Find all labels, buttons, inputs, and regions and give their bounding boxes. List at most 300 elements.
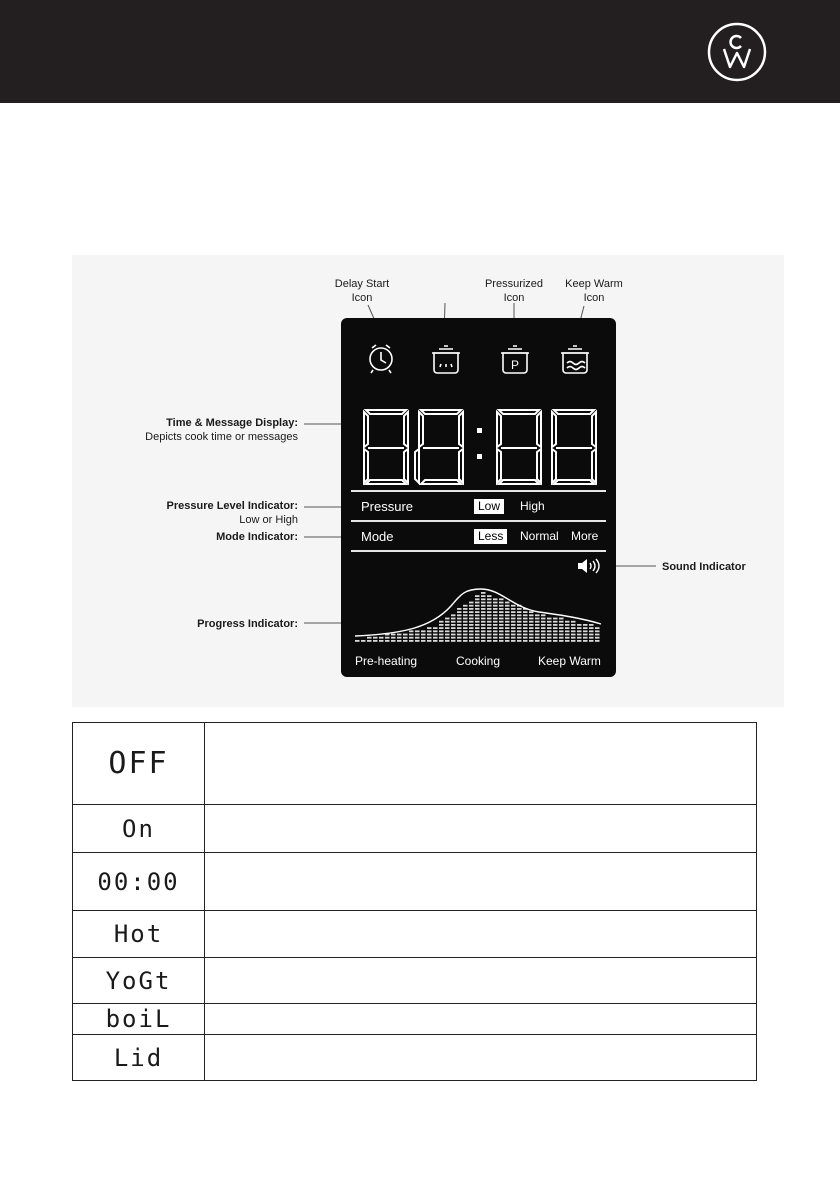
progress-bar-segment: [493, 637, 498, 639]
stage-preheating: Pre-heating: [355, 654, 418, 668]
progress-bar-segment: [475, 637, 480, 639]
message-description-cell: [205, 723, 757, 805]
progress-bar-segment: [481, 621, 486, 623]
progress-bar-segment: [475, 630, 480, 632]
progress-bar-segment: [595, 627, 600, 629]
progress-bar-segment: [589, 630, 594, 632]
progress-bar-segment: [553, 624, 558, 626]
progress-bar-segment: [493, 598, 498, 600]
progress-bar-segment: [421, 634, 426, 636]
progress-bar-segment: [517, 634, 522, 636]
progress-bar-segment: [511, 621, 516, 623]
progress-bar-segment: [523, 627, 528, 629]
progress-bar-segment: [469, 611, 474, 613]
progress-bar-segment: [433, 634, 438, 636]
progress-bar-segment: [475, 598, 480, 600]
progress-bar-segment: [511, 627, 516, 629]
progress-callout-title: Progress Indicator:: [197, 618, 298, 630]
progress-bar-segment: [583, 630, 588, 632]
progress-bar-segment: [445, 621, 450, 623]
progress-bar-segment: [463, 634, 468, 636]
progress-bar-segment: [481, 634, 486, 636]
progress-bar-segment: [421, 630, 426, 632]
progress-bar-segment: [559, 637, 564, 639]
progress-bar-segment: [535, 624, 540, 626]
progress-bar-segment: [571, 621, 576, 623]
pressurized-callout: Pressurized Icon: [484, 278, 544, 304]
progress-bar-segment: [427, 630, 432, 632]
progress-bar-segment: [451, 640, 456, 642]
pot-icon: [432, 346, 460, 373]
progress-bar-segment: [475, 602, 480, 604]
table-row: [73, 911, 757, 958]
progress-bar-segment: [469, 640, 474, 642]
progress-bar-segment: [523, 640, 528, 642]
progress-bar-segment: [427, 627, 432, 629]
message-code: YoGt: [105, 966, 172, 995]
progress-bar-segment: [511, 618, 516, 620]
progress-bar-segment: [499, 624, 504, 626]
progress-bar-segment: [469, 602, 474, 604]
progress-bar-segment: [481, 602, 486, 604]
progress-bar-segment: [535, 627, 540, 629]
progress-bar-segment: [529, 627, 534, 629]
progress-bar-segment: [493, 621, 498, 623]
progress-bar-segment: [487, 614, 492, 616]
progress-bar-segment: [511, 640, 516, 642]
message-description-cell: [205, 1004, 757, 1035]
progress-bar-segment: [373, 640, 378, 642]
progress-bar-segment: [505, 611, 510, 613]
progress-bar-segment: [421, 637, 426, 639]
progress-bar-segment: [565, 621, 570, 623]
progress-bar-segment: [499, 621, 504, 623]
progress-bar-segment: [541, 621, 546, 623]
progress-bar-segment: [505, 602, 510, 604]
progress-bar-segment: [415, 634, 420, 636]
progress-bar-segment: [487, 634, 492, 636]
progress-bar-segment: [403, 637, 408, 639]
progress-bar-segment: [475, 634, 480, 636]
mode-callout-title: Mode Indicator:: [216, 531, 298, 543]
progress-bar-segment: [463, 624, 468, 626]
progress-bar-segment: [481, 630, 486, 632]
progress-bar-segment: [565, 627, 570, 629]
message-description-cell: [205, 958, 757, 1004]
progress-bar-segment: [553, 637, 558, 639]
progress-bar-segment: [397, 637, 402, 639]
progress-bar-segment: [445, 630, 450, 632]
progress-bar-segment: [475, 605, 480, 607]
progress-bar-segment: [469, 624, 474, 626]
progress-bar-segment: [577, 634, 582, 636]
progress-bar-segment: [511, 624, 516, 626]
progress-bar-segment: [439, 634, 444, 636]
progress-bar-segment: [517, 630, 522, 632]
message-code-cell: [73, 853, 205, 911]
progress-bar-segment: [457, 624, 462, 626]
progress-bar-segment: [523, 624, 528, 626]
progress-bar-segment: [499, 640, 504, 642]
message-description-cell: [205, 853, 757, 911]
progress-bar-segment: [487, 608, 492, 610]
progress-bar-segment: [469, 630, 474, 632]
progress-bar-segment: [493, 640, 498, 642]
progress-bar-segment: [565, 640, 570, 642]
progress-bar-segment: [463, 637, 468, 639]
progress-bar-segment: [457, 608, 462, 610]
progress-bar-segment: [535, 634, 540, 636]
message-code: 00:00: [97, 867, 180, 896]
progress-bar-segment: [427, 640, 432, 642]
progress-bar-segment: [469, 637, 474, 639]
progress-bar-segment: [499, 608, 504, 610]
progress-bar-segment: [493, 618, 498, 620]
progress-bar-segment: [565, 637, 570, 639]
progress-bar-segment: [547, 621, 552, 623]
panel-graphics: [341, 318, 616, 677]
progress-bar-segment: [439, 640, 444, 642]
progress-bar-segment: [499, 634, 504, 636]
message-description-cell: [205, 911, 757, 958]
progress-bar-segment: [565, 630, 570, 632]
progress-bar-segment: [595, 637, 600, 639]
clock-icon: [370, 345, 392, 373]
progress-bar-segment: [499, 614, 504, 616]
mode-normal-indicator: Normal: [520, 529, 559, 543]
divider-1: [351, 490, 606, 492]
progress-bar-segment: [481, 592, 486, 594]
progress-bar-segment: [487, 602, 492, 604]
progress-bar-segment: [409, 630, 414, 632]
progress-bar-segment: [529, 637, 534, 639]
message-code: On: [122, 814, 155, 843]
progress-bar-segment: [505, 621, 510, 623]
time-display-callout-title: Time & Message Display:: [166, 417, 298, 429]
progress-bar-segment: [541, 634, 546, 636]
progress-bar-segment: [481, 608, 486, 610]
progress-bar-segment: [499, 630, 504, 632]
progress-bar-segment: [571, 640, 576, 642]
pressurized-letter: P: [510, 358, 520, 372]
progress-bar-segment: [517, 621, 522, 623]
table-row: [73, 723, 757, 805]
progress-bar-segment: [475, 640, 480, 642]
progress-bar-segment: [589, 624, 594, 626]
progress-bar-segment: [583, 634, 588, 636]
progress-bar-segment: [547, 637, 552, 639]
progress-bar-segment: [439, 624, 444, 626]
progress-bar-segment: [361, 640, 366, 642]
progress-bar-segment: [481, 624, 486, 626]
progress-bar-segment: [541, 618, 546, 620]
progress-bar-segment: [559, 627, 564, 629]
divider-3: [351, 550, 606, 552]
progress-bar-segment: [463, 630, 468, 632]
progress-bar-segment: [499, 598, 504, 600]
progress-bar-segment: [355, 640, 360, 642]
progress-bar-segment: [499, 637, 504, 639]
pressure-high-indicator: High: [520, 499, 545, 513]
message-code-cell: [73, 911, 205, 958]
progress-bar-segment: [439, 627, 444, 629]
progress-bar-segment: [451, 618, 456, 620]
message-code: Hot: [113, 920, 164, 948]
progress-bar-segment: [499, 605, 504, 607]
progress-bar-segment: [541, 630, 546, 632]
progress-bar-segment: [451, 627, 456, 629]
progress-bar-segment: [451, 634, 456, 636]
progress-bar-segment: [493, 605, 498, 607]
progress-bar-segment: [523, 618, 528, 620]
progress-bar-segment: [487, 627, 492, 629]
table-row: [73, 805, 757, 853]
progress-bar-segment: [385, 640, 390, 642]
pressure-level-callout-sub: Low or High: [239, 514, 298, 526]
progress-bar-segment: [517, 640, 522, 642]
progress-bar-segment: [487, 624, 492, 626]
progress-bar-segment: [415, 637, 420, 639]
progress-bar-segment: [577, 640, 582, 642]
progress-bar-segment: [583, 624, 588, 626]
progress-bar-segment: [457, 621, 462, 623]
progress-bar-segment: [571, 624, 576, 626]
progress-bar-segment: [445, 618, 450, 620]
progress-bar-segment: [559, 621, 564, 623]
progress-bar-segment: [541, 640, 546, 642]
progress-bar-segment: [451, 637, 456, 639]
progress-bar-segment: [505, 640, 510, 642]
progress-bar-segment: [535, 640, 540, 642]
progress-bar-segment: [535, 618, 540, 620]
progress-bar-segment: [451, 624, 456, 626]
progress-bar-segment: [493, 611, 498, 613]
mode-more-indicator: More: [571, 529, 599, 543]
progress-bar-segment: [481, 614, 486, 616]
progress-bar-segment: [475, 611, 480, 613]
progress-bar-segment: [523, 614, 528, 616]
progress-bar-segment: [433, 630, 438, 632]
progress-bar-segment: [445, 637, 450, 639]
message-code-cell: [73, 1035, 205, 1081]
progress-bar-segment: [499, 602, 504, 604]
progress-bar-segment: [469, 618, 474, 620]
progress-bar-segment: [583, 640, 588, 642]
display-panel: [341, 318, 616, 677]
progress-bar-segment: [595, 634, 600, 636]
progress-bar-segment: [511, 634, 516, 636]
progress-bar-segment: [517, 611, 522, 613]
progress-bar-segment: [463, 608, 468, 610]
progress-bar-segment: [493, 634, 498, 636]
progress-bar-segment: [547, 618, 552, 620]
progress-bar-segment: [457, 637, 462, 639]
progress-bar-segment: [535, 614, 540, 616]
progress-bar-segment: [499, 611, 504, 613]
progress-bar-segment: [475, 614, 480, 616]
progress-bar-segment: [493, 602, 498, 604]
progress-bar-segment: [553, 640, 558, 642]
message-code: OFF: [108, 746, 169, 781]
progress-bar-segment: [427, 634, 432, 636]
progress-bar-segment: [409, 640, 414, 642]
progress-bar-segment: [397, 634, 402, 636]
progress-bar-segment: [571, 627, 576, 629]
progress-bar-segment: [469, 627, 474, 629]
progress-bar-segment: [553, 618, 558, 620]
progress-bar-segment: [481, 627, 486, 629]
progress-bar-segment: [547, 624, 552, 626]
progress-bar-segment: [493, 614, 498, 616]
progress-bar-segment: [499, 627, 504, 629]
progress-bar-segment: [409, 634, 414, 636]
progress-bar-segment: [487, 618, 492, 620]
progress-bar-segment: [595, 630, 600, 632]
progress-bar-segment: [457, 611, 462, 613]
panel-icons: [370, 345, 589, 373]
keep-warm-callout: Keep Warm Icon: [565, 278, 623, 304]
message-code: Lid: [113, 1043, 164, 1072]
progress-bar-segment: [517, 608, 522, 610]
progress-bar-segment: [457, 630, 462, 632]
table-row: [73, 958, 757, 1004]
divider-2: [351, 520, 606, 522]
progress-bar-segment: [583, 637, 588, 639]
progress-bar-segment: [547, 640, 552, 642]
progress-bar-segment: [511, 637, 516, 639]
progress-bar-segment: [463, 605, 468, 607]
progress-bar-segment: [529, 621, 534, 623]
progress-bar-segment: [505, 624, 510, 626]
progress-bar-segment: [589, 627, 594, 629]
progress-bar-segment: [571, 637, 576, 639]
time-display-callout-sub: Depicts cook time or messages: [145, 431, 298, 443]
progress-bar-segment: [373, 637, 378, 639]
progress-bar-segment: [403, 640, 408, 642]
pressure-level-callout-title: Pressure Level Indicator:: [166, 500, 298, 512]
progress-bar-segment: [475, 621, 480, 623]
sound-callout-title: Sound Indicator: [662, 561, 746, 573]
progress-bar-segment: [469, 605, 474, 607]
progress-bar-segment: [529, 640, 534, 642]
progress-bar-segment: [523, 611, 528, 613]
progress-bar-segment: [481, 595, 486, 597]
progress-bar-segment: [559, 618, 564, 620]
progress-bar-segment: [517, 614, 522, 616]
pressure-label: Pressure: [361, 499, 414, 514]
progress-bar-segment: [517, 618, 522, 620]
progress-bar-segment: [523, 634, 528, 636]
progress-bar-segment: [493, 630, 498, 632]
progress-bar-segment: [439, 637, 444, 639]
progress-bar-segment: [541, 614, 546, 616]
progress-bars: [355, 592, 600, 642]
progress-bar-segment: [445, 624, 450, 626]
progress-bar-segment: [445, 634, 450, 636]
progress-bar-segment: [589, 637, 594, 639]
progress-bar-segment: [433, 640, 438, 642]
progress-bar-segment: [505, 627, 510, 629]
progress-bar-segment: [571, 630, 576, 632]
progress-bar-segment: [451, 630, 456, 632]
seven-segment-display: [364, 410, 596, 484]
progress-bar-segment: [475, 595, 480, 597]
progress-bar-segment: [475, 608, 480, 610]
colon-top: [477, 428, 482, 433]
progress-bar-segment: [457, 618, 462, 620]
progress-bar-segment: [367, 640, 372, 642]
progress-bar-segment: [475, 627, 480, 629]
progress-bar-segment: [379, 640, 384, 642]
progress-bar-segment: [535, 621, 540, 623]
progress-bar-segment: [589, 640, 594, 642]
progress-bar-segment: [415, 630, 420, 632]
progress-bar-segment: [397, 640, 402, 642]
progress-bar-segment: [481, 640, 486, 642]
progress-bar-segment: [457, 627, 462, 629]
progress-bar-segment: [559, 640, 564, 642]
progress-bar-segment: [505, 605, 510, 607]
progress-bar-segment: [577, 624, 582, 626]
progress-bar-segment: [547, 630, 552, 632]
progress-bar-segment: [481, 637, 486, 639]
stage-cooking: Cooking: [456, 654, 501, 668]
progress-bar-segment: [517, 624, 522, 626]
mode-label: Mode: [361, 529, 394, 544]
progress-bar-segment: [481, 598, 486, 600]
progress-bar-segment: [523, 630, 528, 632]
progress-bar-segment: [559, 634, 564, 636]
keep-warm-icon: [561, 346, 589, 373]
progress-bar-segment: [463, 618, 468, 620]
progress-bar-segment: [379, 637, 384, 639]
progress-bar-segment: [547, 634, 552, 636]
message-description-cell: [205, 805, 757, 853]
progress-bar-segment: [487, 621, 492, 623]
progress-bar-segment: [463, 640, 468, 642]
table-row: [73, 1035, 757, 1081]
progress-bar-segment: [505, 637, 510, 639]
mode-less-indicator: Less: [474, 529, 507, 544]
progress-bar-segment: [421, 640, 426, 642]
message-description-cell: [205, 1035, 757, 1081]
progress-bar-segment: [529, 630, 534, 632]
progress-bar-segment: [553, 630, 558, 632]
progress-bar-segment: [463, 621, 468, 623]
progress-bar-segment: [445, 627, 450, 629]
progress-bar-segment: [481, 605, 486, 607]
pressure-low-indicator: Low: [474, 499, 504, 514]
progress-bar-segment: [583, 627, 588, 629]
progress-bar-segment: [529, 614, 534, 616]
progress-bar-segment: [529, 634, 534, 636]
progress-bar-segment: [487, 598, 492, 600]
message-code-cell: [73, 1004, 205, 1035]
progress-bar-segment: [493, 608, 498, 610]
progress-bar-segment: [457, 614, 462, 616]
message-code: boiL: [105, 1005, 172, 1033]
progress-bar-segment: [493, 627, 498, 629]
progress-bar-segment: [505, 630, 510, 632]
progress-bar-segment: [529, 618, 534, 620]
progress-bar-segment: [565, 624, 570, 626]
progress-bar-segment: [481, 611, 486, 613]
message-code-cell: [73, 958, 205, 1004]
message-table: [72, 722, 757, 1081]
progress-bar-segment: [469, 614, 474, 616]
progress-bar-segment: [523, 621, 528, 623]
progress-bar-segment: [565, 634, 570, 636]
